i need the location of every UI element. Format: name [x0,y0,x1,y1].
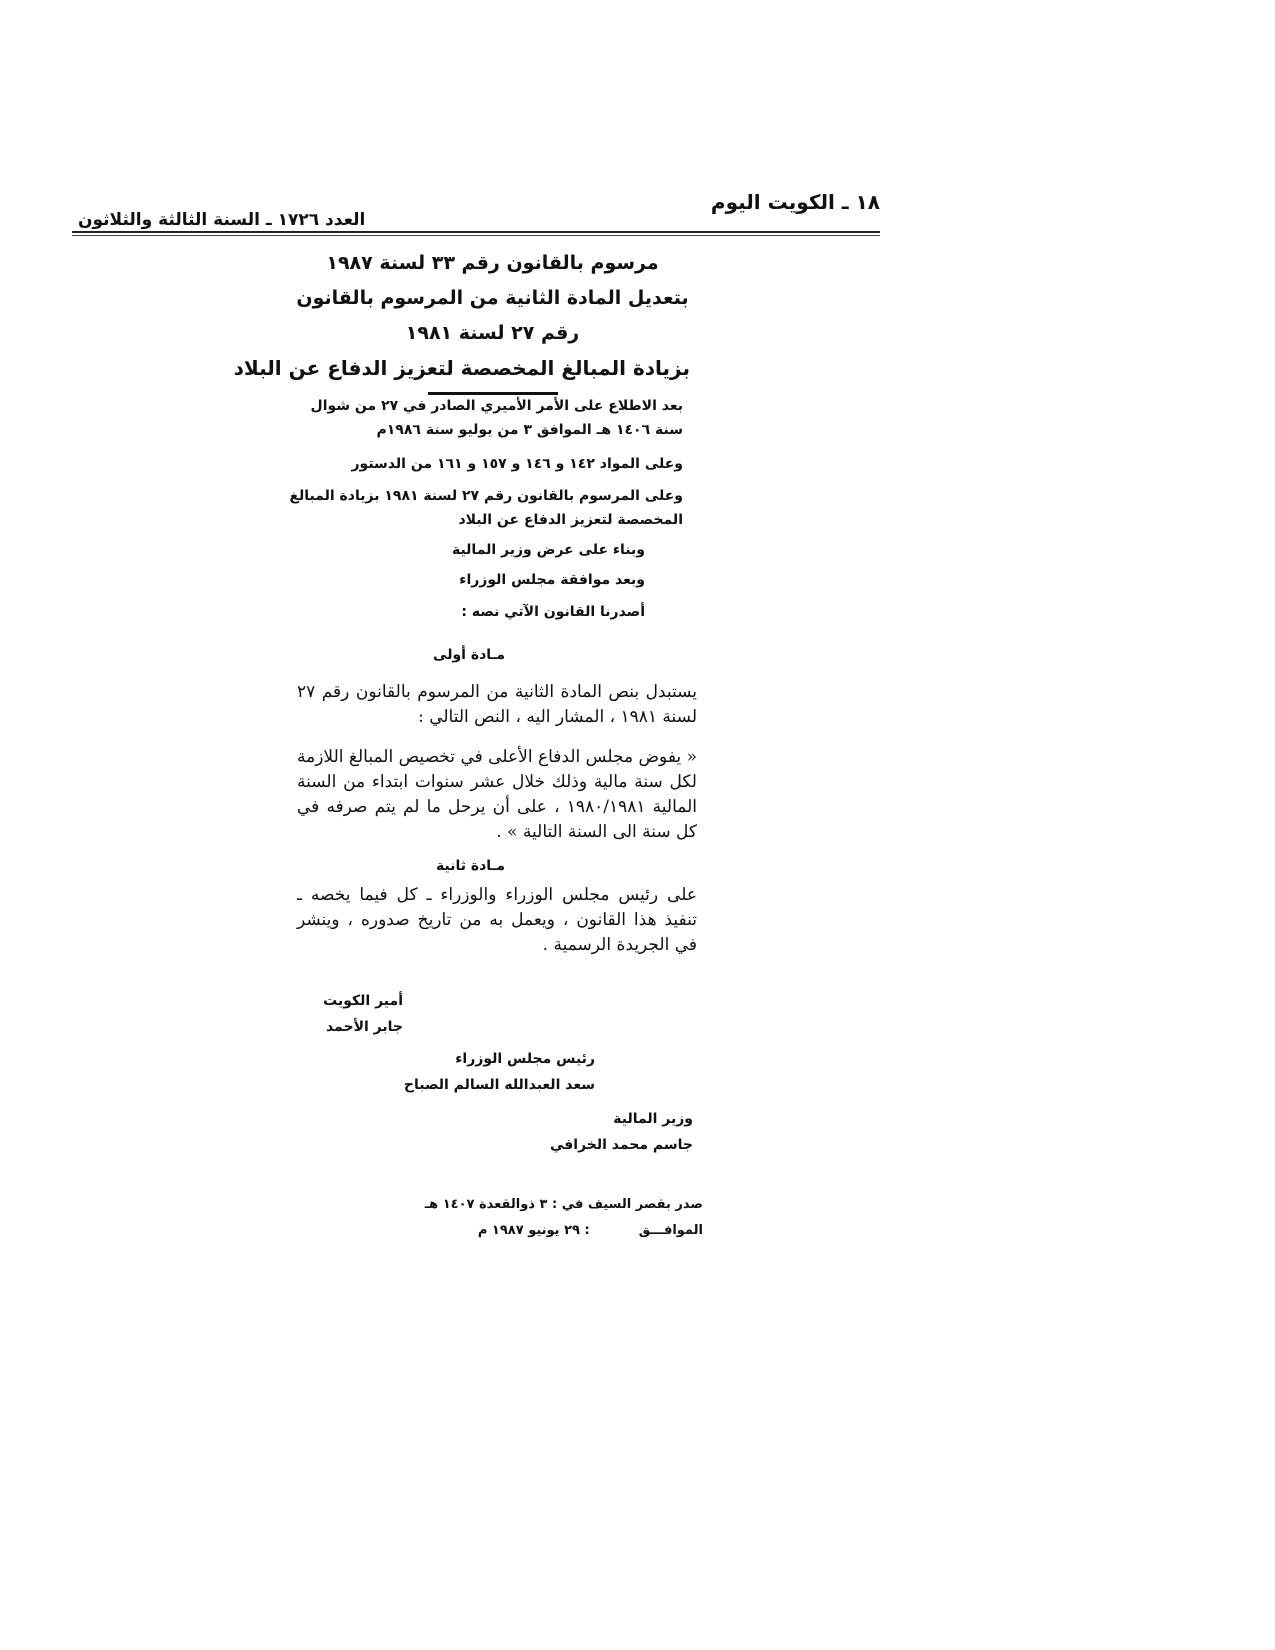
signature-amir: أمير الكويت جابر الأحمد [323,993,403,1035]
header-rule-thin [72,235,880,236]
preamble-paragraph: وعلى المرسوم بالقانون رقم ٢٧ لسنة ١٩٨١ بزيادة المبالغ المخصصة لتعزيز الدفاع عن البلاد [289,488,683,528]
signature-prime-minister: رئيس مجلس الوزراء سعد العبدالله السالم الصباح [403,1051,595,1093]
article-title: مـادة ثانية [435,858,505,874]
header-rule [72,231,880,233]
dateline [425,1192,703,1244]
preamble-paragraph: وبعد موافقة مجلس الوزراء [459,572,645,588]
decree-title-line: بتعديل المادة الثانية من المرسوم بالقانون [296,287,689,309]
issue-number: العدد ١٧٢٦ ـ السنة الثالثة والثلاثون [78,210,366,230]
decree-title [233,246,690,395]
preamble-paragraph: أصدرنا القانون الآتي نصه : [461,604,645,620]
preamble-paragraph: وعلى المواد ١٤٢ و ١٤٦ و ١٥٧ و ١٦١ من الدستور [351,456,683,472]
decree-title-line: رقم ٢٧ لسنة ١٩٨١ [405,322,580,344]
preamble-paragraph: بعد الاطلاع على الأمر الأميري الصادر في ٢٧ من شوال سنة ١٤٠٦ هـ الموافق ٣ من يوليو سنة ١٩٨٦م [310,398,683,438]
article-paragraph: يستبدل بنص المادة الثانية من المرسوم بالقانون رقم ٢٧ لسنة ١٩٨١ ، المشار اليه ، النص التالي : [297,682,697,727]
article-paragraph: على رئيس مجلس الوزراء والوزراء ـ كل فيما يخصه ـ تنفيذ هذا القانون ، ويعمل به من تاريخ صدوره ، وينشر في الجريدة الرسمية . [297,885,697,955]
article-paragraph: « يفوض مجلس الدفاع الأعلى في تخصيص المبالغ اللازمة لكل سنة مالية وذلك خلال عشر سنوات ابتداء من السنة المالية ١٩٨٠/١٩٨١ ، على أن يرحل ما لم يتم صرفه في كل سنة الى السنة التالية » . [297,747,697,842]
page-header-title: ١٨ ـ الكويت اليوم [710,190,880,214]
preamble-paragraph: وبناء على عرض وزير المالية [451,542,645,558]
dateline-issued: صدر بقصر السيف في : ٣ ذوالقعدة ١٤٠٧ هـ [424,1197,703,1212]
decree-title-line: بزيادة المبالغ المخصصة لتعزيز الدفاع عن البلاد [233,356,690,380]
dateline-corresponding: الموافـــق : ٢٩ يونيو ١٩٨٧ م [477,1223,703,1238]
article-title: مـادة أولى [433,647,505,663]
decree-title-line: مرسوم بالقانون رقم ٣٣ لسنة ١٩٨٧ [326,252,659,274]
signature-finance-minister: وزير المالية جاسم محمد الخرافي [549,1111,693,1153]
